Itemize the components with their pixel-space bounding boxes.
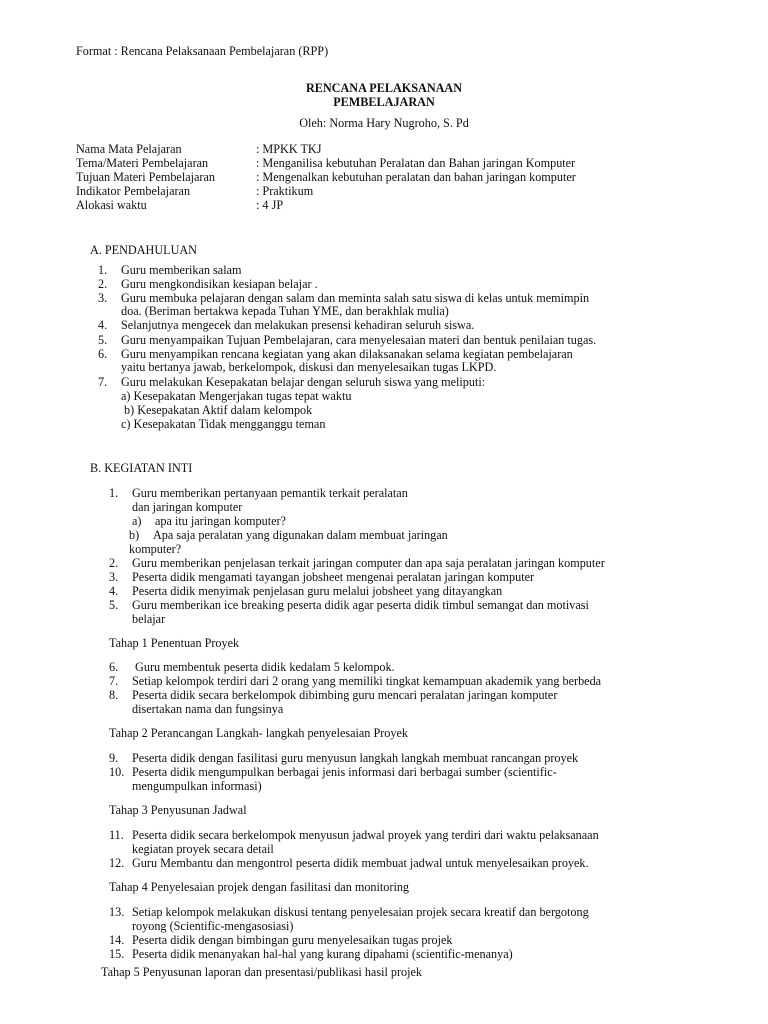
section-a-heading: A. PENDAHULUAN — [90, 243, 197, 257]
list-number: 12. — [109, 856, 125, 870]
sub-list-label: b) — [129, 528, 140, 542]
list-item: Guru memberikan ice breaking peserta didik agar peserta didik timbul semangat dan motivasi — [132, 598, 589, 612]
list-item: Peserta didik secara berkelompok dibimbing guru mencari peralatan jaringan komputer — [132, 688, 558, 702]
list-number: 4. — [98, 318, 108, 332]
document-title-line2: PEMBELAJARAN — [333, 95, 435, 109]
list-number: 9. — [109, 751, 119, 765]
sub-list-item: Apa saja peralatan yang digunakan dalam membuat jaringan — [153, 528, 448, 542]
stage-heading: Tahap 4 Penyelesaian projek dengan fasilitasi dan monitoring — [109, 880, 410, 894]
section-b-heading: B. KEGIATAN INTI — [90, 461, 193, 475]
list-item: Peserta didik mengamati tayangan jobsheet mengenai peralatan jaringan komputer — [132, 570, 535, 584]
list-item: Guru menyampaikan Tujuan Pembelajaran, cara menyelesaian materi dan bentuk penilaian tugas. — [121, 333, 597, 347]
meta-label-subject: Nama Mata Pelajaran — [76, 142, 182, 156]
format-line: Format : Rencana Pelaksanaan Pembelajaran (RPP) — [76, 44, 329, 58]
meta-value-subject: : MPKK TKJ — [256, 142, 322, 156]
meta-value-theme: : Menganilisa kebutuhan Peralatan dan Bahan jaringan Komputer — [256, 156, 576, 170]
list-number: 1. — [98, 263, 108, 277]
list-item: Peserta didik menanyakan hal-hal yang kurang dipahami (scientific-menanya) — [132, 947, 513, 961]
list-item: Guru membuka pelajaran dengan salam dan meminta salah satu siswa di kelas untuk memimpin — [121, 291, 590, 305]
meta-label-indicator: Indikator Pembelajaran — [76, 184, 191, 198]
list-item: Setiap kelompok terdiri dari 2 orang yang memiliki tingkat kemampuan akademik yang berbeda — [132, 674, 602, 688]
list-number: 1. — [109, 486, 119, 500]
list-number: 6. — [109, 660, 119, 674]
list-item: Peserta didik secara berkelompok menyusun jadwal proyek yang terdiri dari waktu pelaksanaan — [132, 828, 599, 842]
list-item-continuation: disertakan nama dan fungsinya — [132, 702, 284, 716]
list-number: 3. — [109, 570, 119, 584]
stage-heading: Tahap 5 Penyusunan laporan dan presentasi/publikasi hasil projek — [101, 965, 423, 979]
list-item-continuation: doa. (Beriman bertakwa kepada Tuhan YME, dan berakhlak mulia) — [121, 304, 449, 318]
list-number: 7. — [98, 375, 108, 389]
stage-heading: Tahap 1 Penentuan Proyek — [109, 636, 240, 650]
list-item-continuation: royong (Scientific-mengasosiasi) — [132, 919, 294, 933]
list-number: 10. — [109, 765, 125, 779]
document-title-line1: RENCANA PELAKSANAAN — [305, 81, 463, 95]
meta-label-time: Alokasi waktu — [76, 198, 147, 212]
list-item: Peserta didik menyimak penjelasan guru melalui jobsheet yang ditayangkan — [132, 584, 503, 598]
stage-heading: Tahap 3 Penyusunan Jadwal — [109, 803, 247, 817]
list-item: Guru membentuk peserta didik kedalam 5 kelompok. — [132, 660, 395, 674]
meta-label-theme: Tema/Materi Pembelajaran — [76, 156, 209, 170]
sub-list-item: a) Kesepakatan Mengerjakan tugas tepat waktu — [121, 389, 352, 403]
list-number: 3. — [98, 291, 108, 305]
list-item-continuation: yaitu bertanya jawab, berkelompok, diskusi dan menyelesaikan tugas LKPD. — [121, 360, 497, 374]
meta-value-objective: : Mengenalkan kebutuhan peralatan dan bahan jaringan komputer — [256, 170, 576, 184]
meta-value-time: : 4 JP — [256, 198, 284, 212]
meta-value-indicator: : Praktikum — [256, 184, 314, 198]
list-item: Guru Membantu dan mengontrol peserta didik membuat jadwal untuk menyelesaikan proyek. — [132, 856, 589, 870]
list-number: 2. — [98, 277, 108, 291]
author-line: Oleh: Norma Hary Nugroho, S. Pd — [299, 116, 469, 130]
list-number: 14. — [109, 933, 125, 947]
list-number: 5. — [98, 333, 108, 347]
list-number: 11. — [109, 828, 124, 842]
list-number: 15. — [109, 947, 125, 961]
list-item: Peserta didik dengan fasilitasi guru menyusun langkah langkah membuat rancangan proyek — [132, 751, 579, 765]
list-number: 13. — [109, 905, 125, 919]
sub-list-item: apa itu jaringan komputer? — [155, 514, 286, 528]
list-item: Peserta didik mengumpulkan berbagai jenis informasi dari berbagai sumber (scientific- — [132, 765, 557, 779]
list-number: 8. — [109, 688, 119, 702]
list-item: Guru mengkondisikan kesiapan belajar . — [121, 277, 318, 291]
list-number: 6. — [98, 347, 108, 361]
sub-list-label: a) — [132, 514, 142, 528]
sub-list-item: c) Kesepakatan Tidak mengganggu teman — [121, 417, 326, 431]
list-item-continuation: dan jaringan komputer — [132, 500, 243, 514]
list-item-continuation: mengumpulkan informasi) — [132, 779, 262, 793]
list-number: 2. — [109, 556, 119, 570]
list-item: Guru melakukan Kesepakatan belajar dengan seluruh siswa yang meliputi: — [121, 375, 486, 389]
list-item: Selanjutnya mengecek dan melakukan presensi kehadiran seluruh siswa. — [121, 318, 475, 332]
list-item: Guru memberikan penjelasan terkait jaringan computer dan apa saja peralatan jaringan komputer — [132, 556, 605, 570]
sub-list-item: b) Kesepakatan Aktif dalam kelompok — [121, 403, 313, 417]
list-item-continuation: kegiatan proyek secara detail — [132, 842, 274, 856]
meta-label-objective: Tujuan Materi Pembelajaran — [76, 170, 215, 184]
list-item: Guru memberikan salam — [121, 263, 242, 277]
list-item: Setiap kelompok melakukan diskusi tentang penyelesaian projek secara kreatif dan bergotong — [132, 905, 589, 919]
list-item: Peserta didik dengan bimbingan guru menyelesaikan tugas projek — [132, 933, 453, 947]
list-item-continuation: belajar — [132, 612, 166, 626]
list-item: Guru memberikan pertanyaan pemantik terkait peralatan — [132, 486, 408, 500]
stage-heading: Tahap 2 Perancangan Langkah- langkah penyelesaian Proyek — [109, 726, 408, 740]
sub-list-item-continuation: komputer? — [129, 542, 182, 556]
list-number: 7. — [109, 674, 119, 688]
list-number: 5. — [109, 598, 119, 612]
list-item: Guru menyampikan rencana kegiatan yang akan dilaksanakan selama kegiatan pembelajaran — [121, 347, 573, 361]
list-number: 4. — [109, 584, 119, 598]
